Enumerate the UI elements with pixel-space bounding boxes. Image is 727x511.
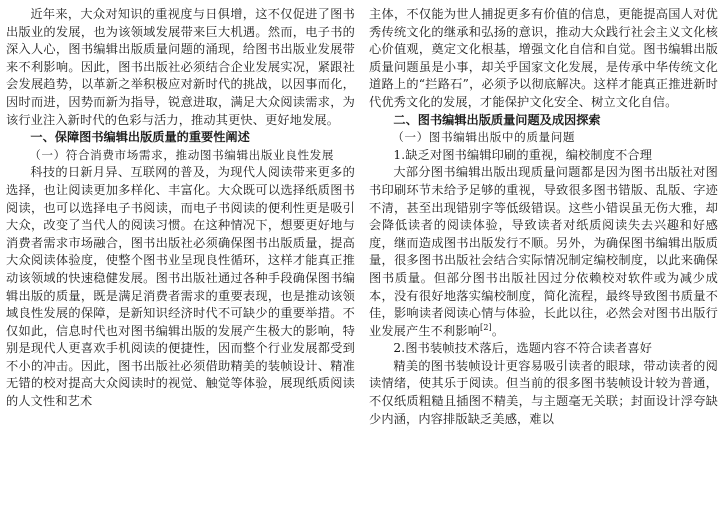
body-paragraph: 科技的日新月异、互联网的普及，为现代人阅读带来更多的选择，也让阅读更加多样化、丰富化。大众既可以选择纸质图书阅读，也可以选择电子书阅读，而电子书阅读的便利性更是吸引大众，改变了当代人的阅读习惯。在这种情况下，想要更好地与消费者需求市场融合，图书出版社必须确保图书出版质量，提高大众阅读体验度，使整个图书业呈现良性循环，这样才能真正推动该领域的快速稳健发展。图书出版社通过各种手段确保图书编辑出版的质量，既是满足消费者需求的重要表现，也是推动该领域良性发展的保障，是新知识经济时代不可缺少的重要举措。不仅如此，信息时代也对图书编辑出版的发展产生极大的影响，特别是现代人更喜欢手机阅读的便捷性，因而整个行业发展都受到不小的冲击。因此，图书出版社必须借助精美的装帧设计、精准无错的校对提高大众阅读时的视觉、触觉等体验，展现纸质阅读的人文性和艺术 (6, 165, 355, 409)
section-heading-2: 二、图书编辑出版质量问题及成因探索 (393, 112, 601, 127)
subsection-heading-1-1: （一）符合消费市场需求，推动图书编辑出版业良性发展 (29, 147, 335, 162)
subsection-heading-2-1: （一）图书编辑出版中的质量问题 (392, 130, 576, 145)
left-column (6, 6, 355, 511)
body-paragraph (369, 164, 718, 340)
sentence-end: 。 (491, 323, 505, 338)
body-paragraph: 精美的图书装帧设计更容易吸引读者的眼球，带动读者的阅读情绪，使其乐于阅读。但当前的很多图书装帧设计较为普通，不仅纸质粗糙且插图不精美，与主题毫无关联；封面设计浮夸缺少内涵，内容排版缺乏美感，难以 (369, 358, 718, 426)
intro-paragraph: 近年来，大众对知识的重视度与日俱增，这不仅促进了图书出版业的发展，也为该领域发展带来巨大机遇。然而，电子书的深入人心，图书编辑出版质量问题的涌现，给图书出版业发展带来不利影响。因此，图书出版社必须结合企业发展实况，紧跟社会发展趋势，以革新之举积极应对新时代的挑战，以因事而化，因时而进，因势而新为指导，锐意进取，满足大众阅读需求，为该行业注入新时代的色彩与活力，推动其更快、更好地发展。 (6, 7, 355, 127)
right-column (369, 6, 718, 511)
citation-ref: [2] (480, 322, 492, 332)
item-heading-1: 1.缺乏对图书编辑印刷的重视，编校制度不合理 (393, 147, 653, 162)
item-heading-2: 2.图书装帧技术落后，选题内容不符合读者喜好 (393, 341, 653, 356)
section-heading-1: 一、保障图书编辑出版质量的重要性阐述 (30, 130, 250, 145)
body-paragraph-continued: 主体，不仅能为世人捕捉更多有价值的信息，更能提高国人对优秀传统文化的继承和弘扬的意识，推动大众践行社会主义文化核心价值观，奠定文化根基，增强文化自信和自觉。图书编辑出版质量问题虽是小事，却关乎国家文化发展，是传承中华传统文化道路上的“拦路石”，必须予以彻底解决。这样才能真正推进新时代优秀文化的发展，才能保护文化安全、树立文化自信。 (369, 7, 718, 109)
body-text: 大部分图书编辑出版出现质量问题都是因为图书出版社对图书印刷环节未给予足够的重视，导致很多图书错版、乱版、字迹不清，甚至出现错别字等低级错误。这些小错误虽无伤大雅，却会降低读者的阅读体验，导致读者对纸质阅读失去兴趣和好感度，继而造成图书出版发行不顺。另外，为确保图书编辑出版质量，很多图书出版社会结合实际情况制定编校制度，以此来确保图书质量。但部分图书出版社因过分依赖校对软件或为减少成本，没有很好地落实编校制度，简化流程，最终导致图书质量不佳，影响读者阅读心情与体验，长此以往，必然会对图书出版行业发展产生不利影响 (369, 165, 718, 338)
